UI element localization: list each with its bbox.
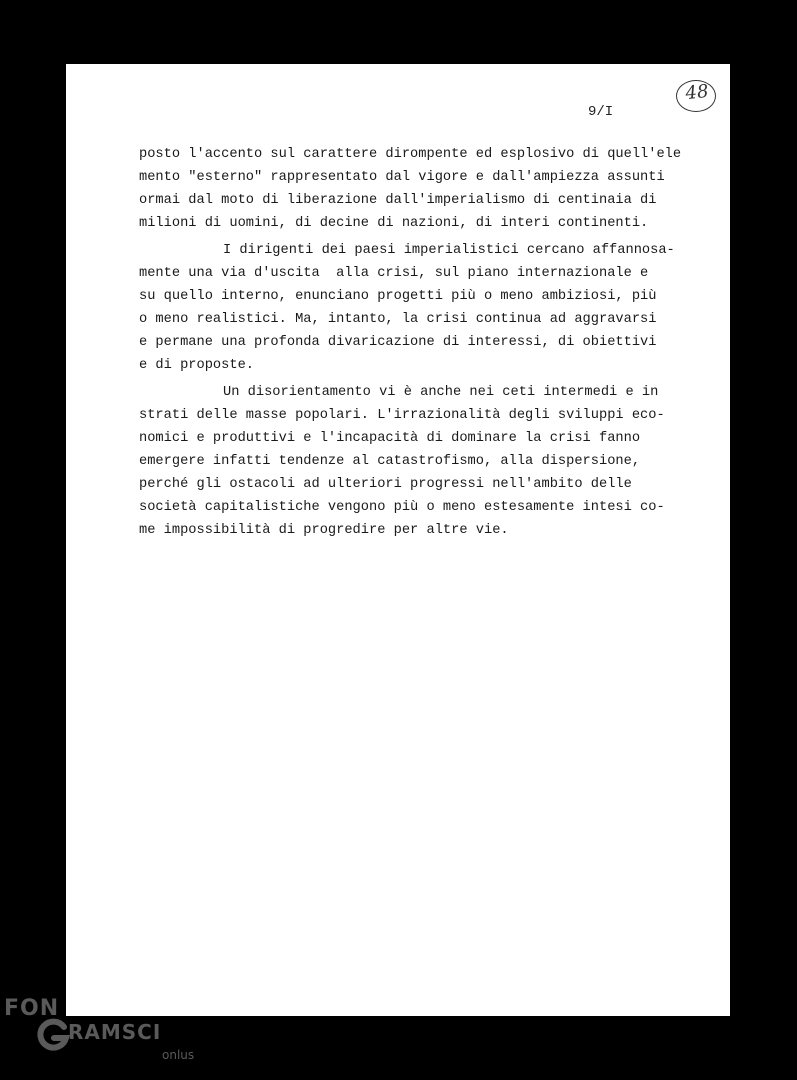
page-label: 9/I — [588, 104, 614, 120]
watermark-text-gramsci: RAMSCI — [68, 1020, 162, 1044]
text-line: emergere infatti tendenze al catastrofismo, alla dispersione, — [139, 454, 641, 469]
watermark-g-icon — [36, 1018, 70, 1052]
text-line: mente una via d'uscita alla crisi, sul piano internazionale e — [139, 266, 649, 281]
watermark-text-onlus: onlus — [162, 1048, 195, 1062]
text-line: nomici e produttivi e l'incapacità di dominare la crisi fanno — [139, 431, 641, 446]
paragraph — [139, 381, 699, 542]
paragraph — [139, 239, 699, 377]
paragraph — [139, 143, 699, 235]
watermark-logo — [0, 990, 200, 1070]
text-line: perché gli ostacoli ad ulteriori progressi nell'ambito delle — [139, 477, 632, 492]
text-line: mento "esterno" rappresentato dal vigore e dall'ampiezza assunti — [139, 170, 665, 185]
text-line: milioni di uomini, di decine di nazioni, di interi continenti. — [139, 216, 649, 231]
text-line: posto l'accento sul carattere dirompente ed esplosivo di quell'ele — [139, 147, 682, 162]
text-line: su quello interno, enunciano progetti più o meno ambiziosi, più — [139, 289, 657, 304]
text-line: o meno realistici. Ma, intanto, la crisi continua ad aggravarsi — [139, 312, 657, 327]
folio-number: 48 — [684, 80, 710, 105]
text-line: e permane una profonda divaricazione di interessi, di obiettivi — [139, 335, 657, 350]
text-line: Un disorientamento vi è anche nei ceti intermedi e in — [223, 385, 659, 400]
text-line: strati delle masse popolari. L'irrazionalità degli sviluppi eco- — [139, 408, 665, 423]
text-line: me impossibilità di progredire per altre vie. — [139, 523, 509, 538]
text-line: società capitalistiche vengono più o meno estesamente intesi co- — [139, 500, 665, 515]
text-line: e di proposte. — [139, 358, 254, 373]
text-line: ormai dal moto di liberazione dall'imperialismo di centinaia di — [139, 193, 657, 208]
watermark-text-fon: FON — [4, 996, 60, 1021]
document-body — [139, 143, 699, 542]
text-line: I dirigenti dei paesi imperialistici cercano affannosa- — [223, 243, 675, 258]
